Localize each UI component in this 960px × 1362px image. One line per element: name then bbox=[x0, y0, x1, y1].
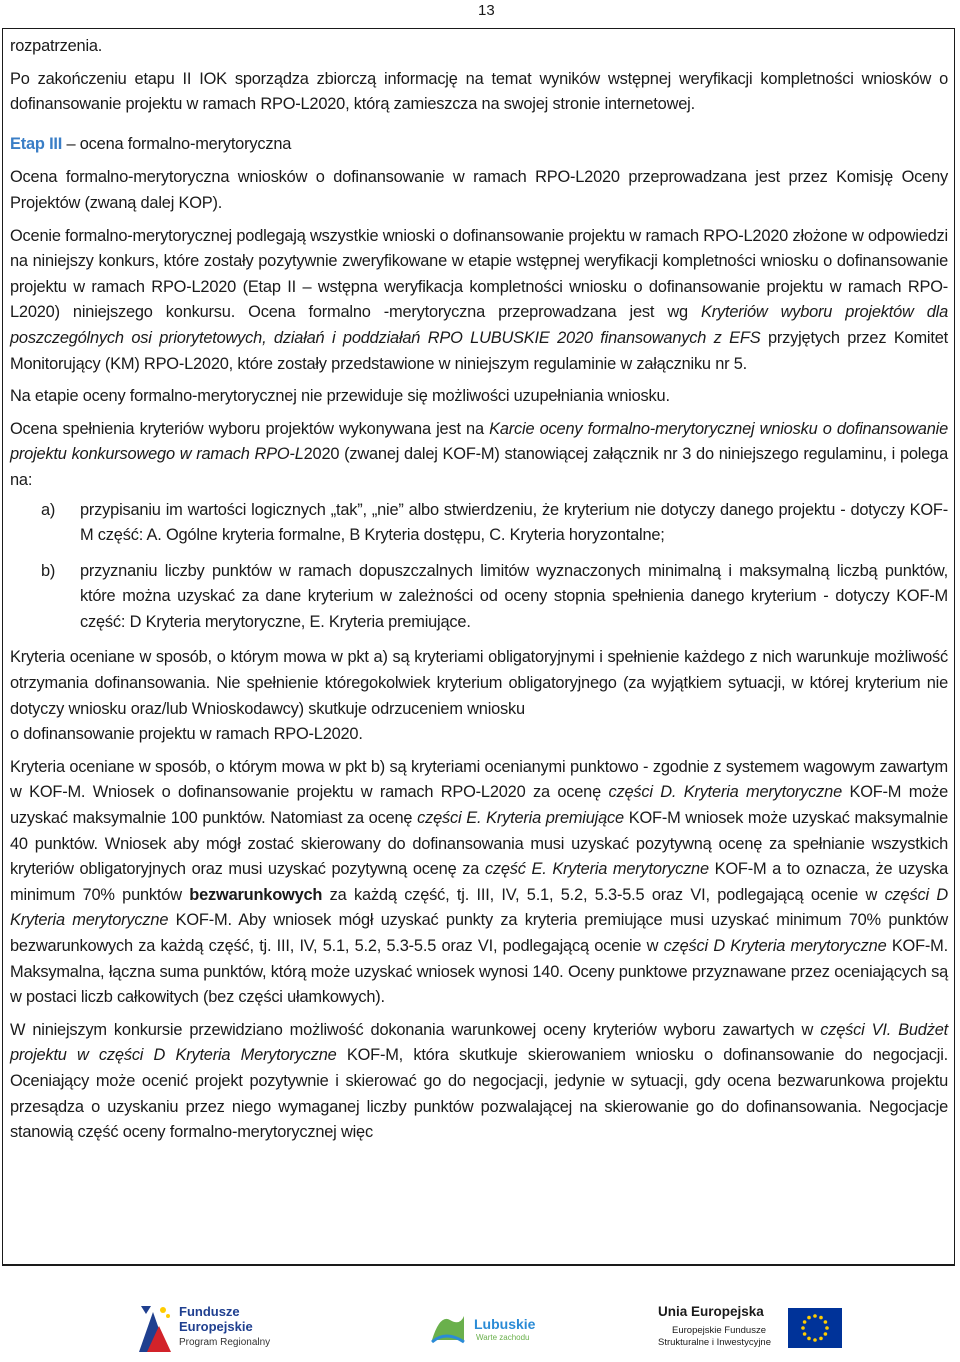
fe-line2: Europejskie bbox=[179, 1319, 253, 1334]
assessment-steps-list bbox=[10, 498, 948, 636]
paragraph-conditional-assessment: W niniejszym konkursie przewidziano możliwość dokonania warunkowej oceny kryteriów wyboru zawartych w części VI. Budżet projektu w części D Kryteria Merytoryczne KOF-M, która skutkuje skierowaniem wniosku o dofinansowanie do negocjacji. Oceniający może ocenić projekt pozytywnie i skierować go do negocjacji, jedynie w sytuacji, gdy ocena bezwarunkowa projektu przesądza o uzyskaniu przez niego wymaganej liczby punktów pozwalającej na skierowanie go do dofinansowania. Negocjacje stanowią część oceny formalno-merytorycznej więc bbox=[10, 1020, 948, 1142]
eu-line3: Strukturalne i Inwestycyjne bbox=[658, 1337, 771, 1348]
paragraph-scope: Ocenie formalno-merytorycznej podlegają wszystkie wnioski o dofinansowanie projektu w ramach RPO-L2020 złożone w odpowiedzi na niniejszy konkurs, które zostały pozytywnie zweryfikowane w etapie wstępnej weryfikacji kompletności wniosku o dofinansowanie projektu w ramach RPO-L2020 (Etap II – wstępna weryfikacja kompletności wniosku o dofinansowanie projektu w ramach RPO-L2020) niniejszego konkursu. Ocena formalno -merytoryczna przeprowadzana jest wg Kryteriów wyboru projektów dla poszczególnych osi priorytetowych, działań i poddziałań RPO LUBUSKIE 2020 finansowanych z EFS przyjętych przez Komitet Monitorujący (KM) RPO-L2020, które zostały przedstawione w niniejszym regulaminie w załączniku nr 5. bbox=[10, 226, 948, 373]
fundusze-europejskie-emblem bbox=[137, 1302, 173, 1358]
eu-logo bbox=[658, 1304, 842, 1356]
paragraph-no-supplement: Na etapie oceny formalno-merytorycznej nie przewiduje się możliwości uzupełniania wniosku. bbox=[10, 387, 670, 406]
section-heading-label: Etap III bbox=[10, 134, 63, 153]
list-item bbox=[10, 498, 948, 549]
eu-flag-icon bbox=[788, 1308, 842, 1348]
section-heading bbox=[10, 132, 948, 158]
eu-line2: Europejskie Fundusze bbox=[672, 1325, 766, 1336]
fe-line3: Program Regionalny bbox=[179, 1337, 271, 1348]
fe-line1: Fundusze bbox=[179, 1304, 240, 1319]
paragraph-point-criteria: Kryteria oceniane w sposób, o którym mowa w pkt b) są kryteriami ocenianymi punktowo - zgodnie z systemem wagowym zawartym w KOF-M. Wniosek o dofinansowanie projektu w ramach RPO-L2020 za ocenę części D. Kryteria merytoryczne KOF-M może uzyskać maksymalnie 100 punktów. Natomiast za ocenę części E. Kryteria premiujące KOF-M wniosek może uzyskać maksymalnie 40 punktów. Wniosek aby mógł zostać skierowany do dofinansowania musi uzyskać pozytywną ocenę za spełnianie wszystkich kryteriów obligatoryjnych oraz musi uzyskać pozytywną ocenę za część E. Kryteria merytoryczne KOF-M a to oznacza, że uzyska minimum 70% punktów bezwarunkowych za każdą część, tj. III, IV, 5.1, 5.2, 5.3-5.5 oraz VI, podlegającą ocenie w części D Kryteria merytoryczne KOF-M. Aby wniosek mógł uzyskać punkty za kryteria premiujące musi uzyskać minimum 70% punktów bezwarunkowych za każdą część, tj. III, IV, 5.1, 5.2, 5.3-5.5 oraz VI, podlegającą ocenie w części D Kryteria merytoryczne KOF-M. Maksymalna, łączna suma punktów, którą może uzyskać wniosek wynosi 140. Oceny punktowe przyznawane przez oceniających są w postaci liczb całkowitych (bez części ułamkowych). bbox=[10, 757, 949, 1007]
lubuskie-slogan: Warte zachodu bbox=[476, 1333, 530, 1342]
page-number: 13 bbox=[478, 2, 495, 19]
paragraph-assessment-card: Ocena spełnienia kryteriów wyboru projektów wykonywana jest na Karcie oceny formalno-merytorycznej wniosku o dofinansowanie projektu konkursowego w ramach RPO-L2020 (zwanej dalej KOF-M) stanowiącej załącznik nr 3 do niniejszego regulaminu, i polega na: bbox=[10, 419, 948, 489]
assessment-card-title: Karcie oceny formalno-merytorycznej wniosku o dofinansowanie projektu konkursowego w ramach RPO-L bbox=[10, 419, 948, 464]
paragraph-kop: Ocena formalno-merytoryczna wniosków o dofinansowanie w ramach RPO-L2020 przeprowadzana jest przez Komisję Oceny Projektów (zwaną dalej KOP). bbox=[10, 168, 948, 212]
paragraph-continuation: rozpatrzenia. bbox=[10, 37, 103, 55]
paragraph-stage2-summary: Po zakończeniu etapu II IOK sporządza zbiorczą informację na temat wyników wstępnej weryfikacji kompletności wniosków o dofinansowanie projektu w ramach RPO-L2020, którą zamieszcza na swojej stronie internetowej. bbox=[10, 69, 948, 114]
list-item-text: przyznaniu liczby punktów w ramach dopuszczalnych limitów wyznaczonych minimalną i maksymalną liczbą punktów, które można uzyskać za dane kryterium w zależności od oceny stopnia spełnienia danego kryterium - dotyczy KOF-M część: D Kryteria merytoryczne, E. Kryteria premiujące. bbox=[80, 561, 948, 631]
eu-title: Unia Europejska bbox=[658, 1304, 764, 1319]
fundusze-europejskie-logo bbox=[137, 1302, 297, 1360]
list-item-text: przypisaniu im wartości logicznych „tak”, „nie” albo stwierdzeniu, że kryterium nie dotyczy danego projektu - dotyczy KOF-M część: A. Ogólne kryteria formalne, B Kryteria dostępu, C. Kryteria horyzontalne; bbox=[80, 500, 948, 545]
section-heading-title: – ocena formalno-merytoryczna bbox=[62, 134, 292, 153]
lubuskie-name: Lubuskie bbox=[474, 1316, 536, 1332]
document-body bbox=[10, 34, 948, 1153]
list-marker: a) bbox=[41, 500, 56, 519]
lubuskie-logo bbox=[428, 1310, 548, 1350]
funding-logos-footer bbox=[0, 1296, 960, 1362]
paragraph-obligatory-criteria: Kryteria oceniane w sposób, o którym mowa w pkt a) są kryteriami obligatoryjnymi i spełnienie każdego z nich warunkuje możliwość otrzymania dofinansowania. Nie spełnienie któregokolwiek kryterium obligatoryjnego (za wyjątkiem sytuacji, w której kryterium nie dotyczy wniosku oraz/lub Wnioskodawcy) skutkuje odrzuceniem wniosku o dofinansowanie projektu w ramach RPO-L2020. bbox=[10, 648, 948, 744]
list-marker: b) bbox=[41, 561, 56, 580]
lubuskie-emblem bbox=[428, 1310, 468, 1346]
criteria-document-title: Kryteriów wyboru projektów dla poszczególnych osi priorytetowych, działań i poddziałań RPO LUBUSKIE 2020 finansowanych z EFS bbox=[10, 303, 948, 347]
list-item bbox=[10, 559, 948, 636]
